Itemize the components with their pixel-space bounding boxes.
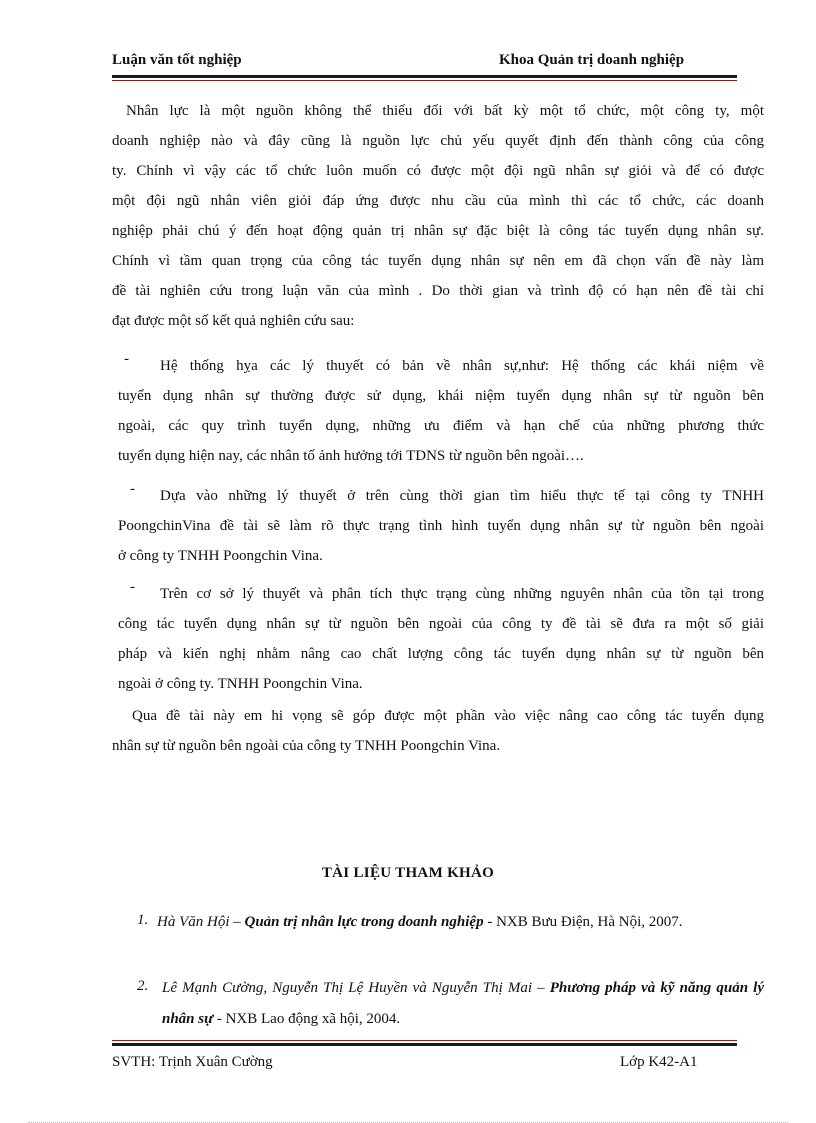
closing-paragraph	[112, 701, 764, 761]
reference-publisher: - NXB Lao động xã hội, 2004.	[213, 1011, 401, 1027]
footer-right: Lớp K42-A1	[620, 1054, 698, 1070]
text-line: nhân sự từ nguồn bên ngoài của công ty TNHH Poongchin Vina.	[112, 738, 501, 754]
bullet-3	[118, 579, 764, 699]
reference-item-2	[157, 973, 764, 1035]
text-line: Trên cơ sở lý thuyết và phân tích thực trạng cùng những nguyên nhân của tồn tại trong	[160, 586, 764, 602]
footer-rule-thick	[112, 1043, 737, 1046]
text-line: đề tài nghiên cứu trong luận văn của mình . Do thời gian và trình độ có hạn nên đề tài chỉ	[112, 283, 764, 299]
text-line: ngoài, các quy trình tuyển dụng, những ưu điểm và hạn chế của những phương thức	[118, 418, 764, 434]
reference-book-title: Phương pháp và kỹ năng quản lý nhân sự	[162, 980, 764, 1027]
text-line: Chính vì tầm quan trọng của công tác tuyển dụng nhân sự nên em đã chọn vấn đề này làm	[112, 253, 764, 269]
text-line: doanh nghiệp nào và đây cũng là nguồn lực chủ yếu quyết định đến thành công của công	[112, 133, 764, 149]
text-line: PoongchinVina đề tài sẽ làm rõ thực trạng tình hình tuyển dụng nhân sự từ nguồn bên ngoài	[118, 518, 764, 534]
text-line: công tác tuyển dụng nhân sự từ nguồn bên ngoài của công ty đề tài sẽ đưa ra một số giải	[118, 616, 764, 632]
bullet-dash: -	[130, 481, 135, 497]
references-title: TÀI LIỆU THAM KHẢO	[321, 865, 495, 881]
text-line: ở công ty TNHH Poongchin Vina.	[118, 548, 323, 564]
text-line: Dựa vào những lý thuyết ở trên cùng thời gian tìm hiểu thực tế tại công ty TNHH	[160, 488, 764, 504]
header-rule-thick	[112, 75, 737, 78]
footer-rule-thin	[112, 1040, 737, 1041]
reference-book-title: Quản trị nhân lực trong doanh nghiệp	[244, 914, 484, 930]
text-line: nghiệp phải chú ý đến hoạt động quản trị nhân sự đặc biệt là công tác tuyển dụng nhân sự.	[112, 223, 764, 239]
text-line: ty. Chính vì vậy các tổ chức luôn muốn có được một đội ngũ nhân sự giỏi và để có được	[112, 163, 764, 179]
reference-number: 2.	[137, 978, 149, 994]
bullet-2	[118, 481, 764, 571]
bullet-dash: -	[130, 579, 135, 595]
intro-paragraph	[112, 96, 764, 336]
text-line: pháp và kiến nghị nhằm nâng cao chất lượng công tác tuyển dụng nhân sự từ nguồn bên	[118, 646, 764, 662]
header-left: Luận văn tốt nghiệp	[112, 52, 242, 68]
reference-author: Lê Mạnh Cường, Nguyễn Thị Lệ Huyền và Nguyễn Thị Mai –	[162, 980, 545, 996]
header-rule-thin	[112, 80, 737, 81]
reference-number: 1.	[137, 912, 149, 928]
text-line: ngoài ở công ty. TNHH Poongchin Vina.	[118, 676, 363, 692]
header-right: Khoa Quản trị doanh nghiệp	[499, 52, 685, 68]
text-line: Nhân lực là một nguồn không thể thiếu đối với bất kỳ một tổ chức, một công ty, một	[126, 103, 764, 119]
reference-author: Hà Văn Hội –	[157, 914, 241, 930]
text-line: Qua đề tài này em hi vọng sẽ góp được một phần vào việc nâng cao công tác tuyển dụng	[132, 708, 764, 724]
text-line: tuyển dụng nhân sự thường được sử dụng, khái niệm tuyển dụng nhân sự từ nguồn bên	[118, 388, 764, 404]
text-line: tuyển dụng hiện nay, các nhân tố ảnh hưởng tới TDNS từ nguồn bên ngoài….	[118, 448, 584, 464]
text-line: một đội ngũ nhân viên giỏi đáp ứng được nhu cầu của mình thì các tổ chức, các doanh	[112, 193, 764, 209]
text-line: Hệ thống hỵa các lý thuyết có bản về nhân sự,như: Hệ thống các khái niệm về	[160, 358, 764, 374]
bullet-dash: -	[124, 351, 129, 367]
bullet-1	[118, 351, 764, 471]
footer-left: SVTH: Trịnh Xuân Cường	[112, 1054, 273, 1070]
reference-publisher: - NXB Bưu Điện, Hà Nội, 2007.	[483, 914, 683, 930]
reference-item-1	[157, 907, 764, 938]
text-line: đạt được một số kết quả nghiên cứu sau:	[112, 313, 355, 329]
